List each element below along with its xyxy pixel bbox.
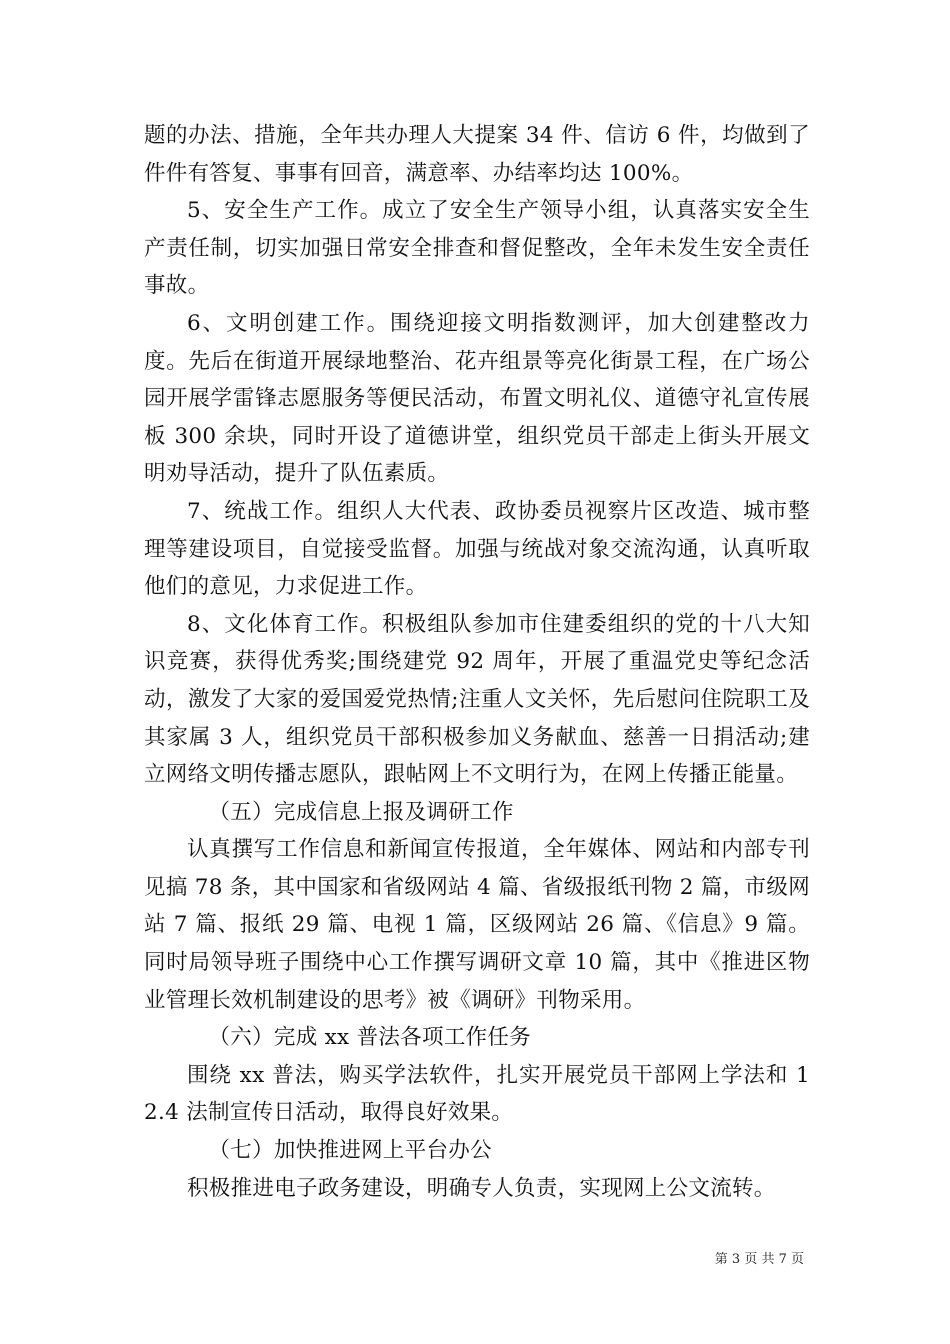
paragraph-united-front: 7、统战工作。组织人大代表、政协委员视察片区改造、城市整理等建设项目，自觉接受监督。加强与统战对象交流沟通，认真听取他们的意见，力求促进工作。: [144, 498, 810, 600]
paragraph-safety-production: 5、安全生产工作。成立了安全生产领导小组，认真落实安全生产责任制，切实加强日常安全排查和督促整改，全年未发生安全责任事故。: [144, 198, 810, 299]
page-number-footer: 第 3 页 共 7 页: [714, 1252, 804, 1267]
section-heading-5: （五）完成信息上报及调研工作: [208, 799, 514, 825]
paragraph-online-office: 积极推进电子政务建设，明确专人负责，实现网上公文流转。: [187, 1175, 776, 1201]
paragraph-civilization-building: 6、文明创建工作。围绕迎接文明指数测评，加大创建整改力度。先后在街道开展绿地整治、花卉组景等亮化街景工程，在广场公园开展学雷锋志愿服务等便民活动，布置文明礼仪、道德守礼宣传展板 300 余块，同时开设了道德讲堂，组织党员干部走上街头开展文明劝导活动，提升了队伍素质。: [144, 310, 810, 487]
paragraph-continuation: 题的办法、措施，全年共办理人大提案 34 件、信访 6 件，均做到了件件有答复、事事有回音，满意率、办结率均达 100%。: [144, 123, 810, 186]
paragraph-information-reporting: 认真撰写工作信息和新闻宣传报道，全年媒体、网站和内部专刊见搞 78 条，其中国家和省级网站 4 篇、省级报纸刊物 2 篇，市级网站 7 篇、报纸 29 篇、电视 1 篇，区级网站 26 篇、《信息》9 篇。同时局领导班子围绕中心工作撰写调研文章 10 篇，其中《推进区物业管理长效机制建设的思考》被《调研》刊物采用。: [144, 837, 810, 1013]
document-body: [144, 117, 810, 1207]
section-heading-7: （七）加快推进网上平台办公: [208, 1138, 492, 1164]
paragraph-culture-sports: 8、文化体育工作。积极组队参加市住建委组织的党的十八大知识竞赛，获得优秀奖;围绕建党 92 周年，开展了重温党史等纪念活动，激发了大家的爱国爱党热情;注重人文关怀，先后慰问住院职工及其家属 3 人，组织党员干部积极参加义务献血、慈善一日捐活动;建立网络文明传播志愿队，跟帖网上不文明行为，在网上传播正能量。: [144, 611, 810, 788]
section-heading-6: （六）完成 xx 普法各项工作任务: [208, 1025, 532, 1051]
paragraph-legal-education: 围绕 xx 普法，购买学法软件，扎实开展党员干部网上学法和 12.4 法制宣传日活动，取得良好效果。: [144, 1062, 810, 1126]
